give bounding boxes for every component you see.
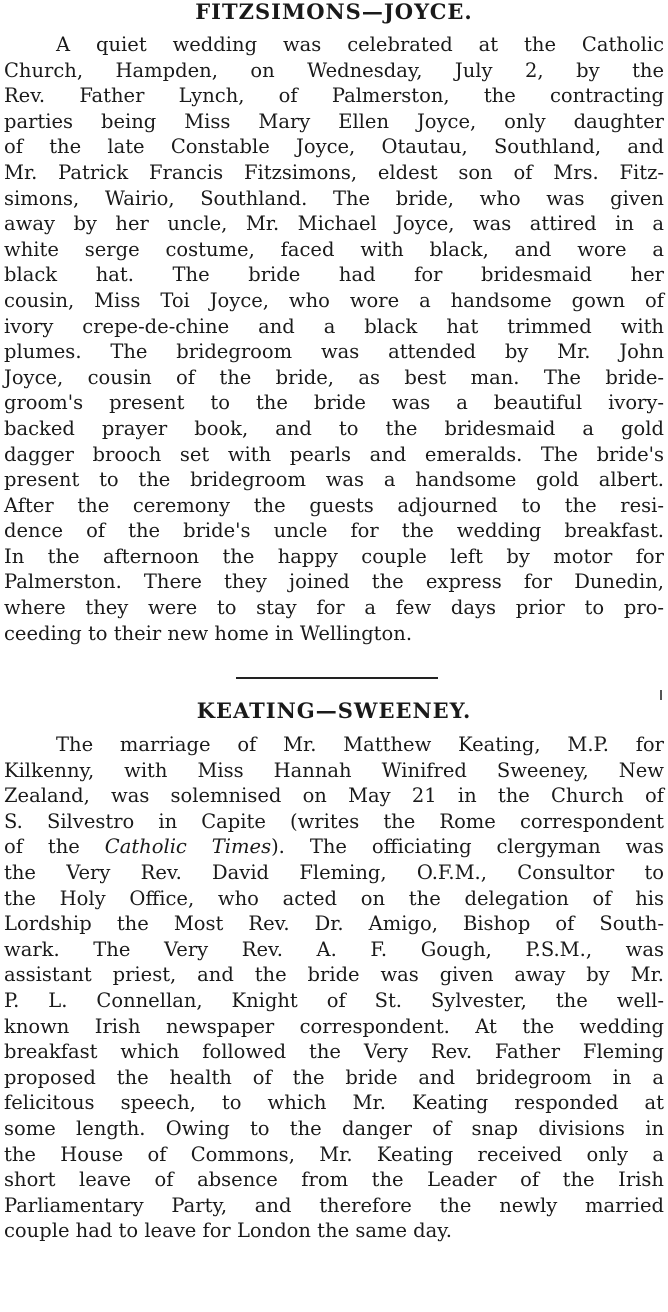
article-headline: KEATING—SWEENEY. xyxy=(196,698,472,723)
text-line: the Holy Office, who acted on the delegation of his xyxy=(4,886,664,910)
text-line: S. Silvestro in Capite (writes the Rome correspondent xyxy=(4,809,664,833)
text-line: of the Catholic Times). The officiating clergyman was xyxy=(4,835,664,859)
text-line: where they were to stay for a few days prior to pro- xyxy=(4,596,664,620)
text-line: white serge costume, faced with black, and wore a xyxy=(4,237,664,261)
text-line: the Very Rev. David Fleming, O.F.M., Consultor to xyxy=(4,860,664,884)
text-line: Palmerston. There they joined the express for Dunedin, xyxy=(4,570,664,594)
text-line: plumes. The bridegroom was attended by Mr. John xyxy=(4,340,664,364)
text-line: breakfast which followed the Very Rev. Father Fleming xyxy=(4,1040,664,1064)
text-line: the House of Commons, Mr. Keating received only a xyxy=(4,1142,664,1166)
text-line: some length. Owing to the danger of snap divisions in xyxy=(4,1116,664,1140)
text-line: Church, Hampden, on Wednesday, July 2, by the xyxy=(4,58,664,82)
text-line: ivory crepe-de-chine and a black hat trimmed with xyxy=(4,314,664,338)
text-line: Mr. Patrick Francis Fitzsimons, eldest son of Mrs. Fitz- xyxy=(4,160,664,184)
text-line: short leave of absence from the Leader of the Irish xyxy=(4,1168,664,1192)
text-line: ceeding to their new home in Wellington. xyxy=(4,621,413,645)
text-line: couple had to leave for London the same day. xyxy=(4,1219,452,1243)
text-line: Kilkenny, with Miss Hannah Winifred Sweeney, New xyxy=(4,758,664,782)
text-line: present to the bridegroom was a handsome gold albert. xyxy=(4,468,664,492)
text-line: known Irish newspaper correspondent. At the wedding xyxy=(4,1014,664,1038)
article-body xyxy=(0,732,668,1244)
text-line: parties being Miss Mary Ellen Joyce, only daughter xyxy=(4,109,664,133)
text-line: dagger brooch set with pearls and emeralds. The bride's xyxy=(4,442,664,466)
text-line: Rev. Father Lynch, of Palmerston, the contracting xyxy=(4,84,664,108)
publication-title: Catholic Times xyxy=(104,835,272,859)
text-line: Joyce, cousin of the bride, as best man. The bride- xyxy=(4,365,664,389)
text-line: Lordship the Most Rev. Dr. Amigo, Bishop of South- xyxy=(4,912,664,936)
text-line: The marriage of Mr. Matthew Keating, M.P. for xyxy=(56,733,664,756)
text-line: cousin, Miss Toi Joyce, who wore a handsome gown of xyxy=(4,288,664,312)
article-fitzsimons-joyce xyxy=(0,0,668,646)
text-line: After the ceremony the guests adjourned to the resi- xyxy=(4,493,664,517)
text-line: assistant priest, and the bride was given away by Mr. xyxy=(4,963,664,987)
article-body xyxy=(0,32,668,646)
text-line: felicitous speech, to which Mr. Keating responded at xyxy=(4,1091,664,1115)
text-line: Zealand, was solemnised on May 21 in the Church of xyxy=(4,784,664,808)
text-line: proposed the health of the bride and bridegroom in a xyxy=(4,1065,664,1089)
text-line: In the afternoon the happy couple left by motor for xyxy=(4,544,664,568)
article-headline: FITZSIMONS—JOYCE. xyxy=(195,0,473,24)
text-line: groom's present to the bride was a beautiful ivory- xyxy=(4,391,664,415)
article-keating-sweeney xyxy=(0,699,668,1244)
text-line: A quiet wedding was celebrated at the Catholic xyxy=(56,33,664,56)
text-line: backed prayer book, and to the bridesmaid a gold xyxy=(4,416,664,440)
text-line: away by her uncle, Mr. Michael Joyce, was attired in a xyxy=(4,212,664,236)
text-line: wark. The Very Rev. A. F. Gough, P.S.M., was xyxy=(4,937,664,961)
text-line: P. L. Connellan, Knight of St. Sylvester, the well- xyxy=(4,988,664,1012)
text-line: Parliamentary Party, and therefore the newly married xyxy=(4,1193,664,1217)
section-divider xyxy=(236,677,438,679)
text-line: of the late Constable Joyce, Otautau, Southland, and xyxy=(4,135,664,159)
text-line: simons, Wairio, Southland. The bride, who was given xyxy=(4,186,664,210)
text-line: dence of the bride's uncle for the wedding breakfast. xyxy=(4,519,664,543)
text-line: black hat. The bride had for bridesmaid her xyxy=(4,263,664,287)
